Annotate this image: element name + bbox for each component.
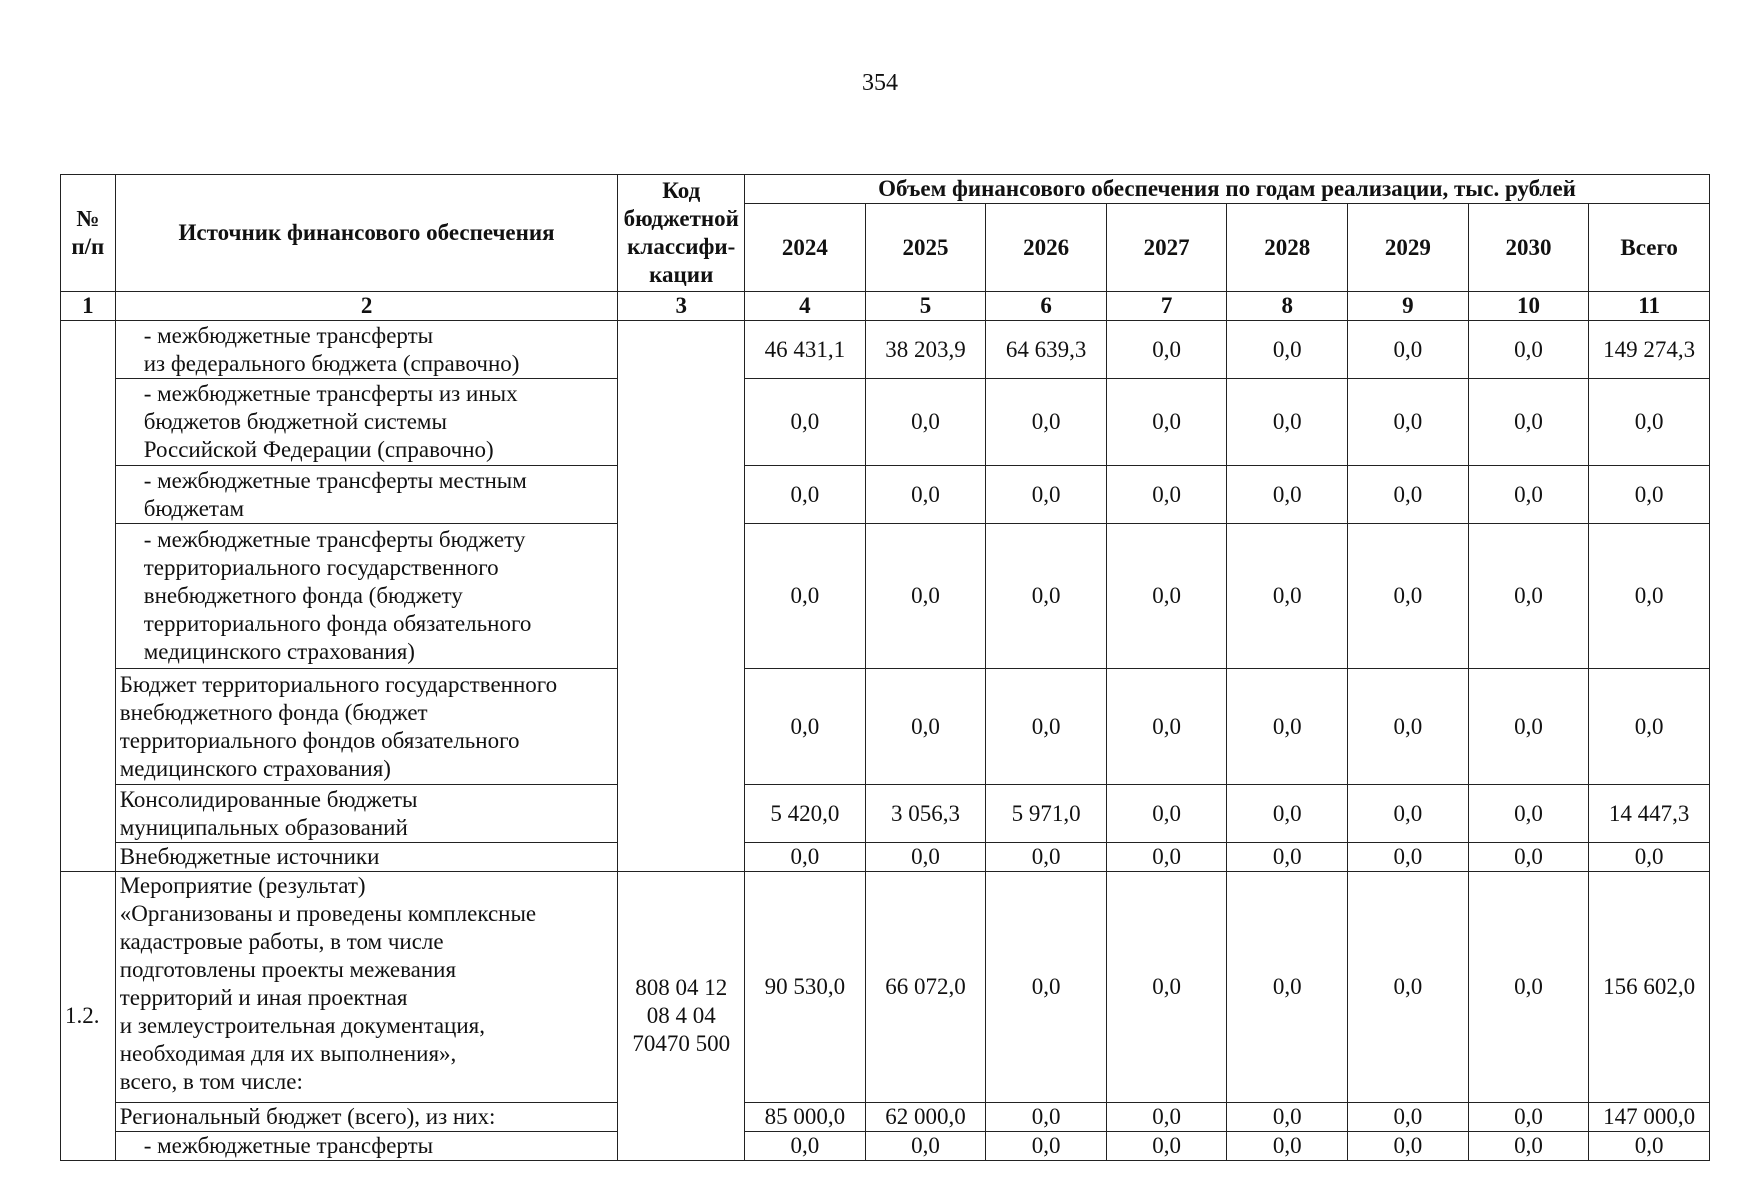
value-cell: 0,0 xyxy=(865,379,986,466)
total-cell: 149 274,3 xyxy=(1589,321,1710,379)
value-cell: 0,0 xyxy=(986,1132,1107,1161)
value-cell: 0,0 xyxy=(1227,466,1348,524)
value-cell: 0,0 xyxy=(986,872,1107,1103)
value-cell: 0,0 xyxy=(986,524,1107,669)
value-cell: 0,0 xyxy=(1106,843,1227,872)
value-cell: 0,0 xyxy=(1106,1103,1227,1132)
column-number: 8 xyxy=(1227,292,1348,321)
value-cell: 0,0 xyxy=(745,843,866,872)
table-row xyxy=(61,321,1710,379)
header-year: 2026 xyxy=(986,204,1107,292)
value-cell: 38 203,9 xyxy=(865,321,986,379)
header-year: 2027 xyxy=(1106,204,1227,292)
value-cell: 0,0 xyxy=(1468,321,1589,379)
header-total: Всего xyxy=(1589,204,1710,292)
header-index: № п/п xyxy=(61,175,116,292)
value-cell: 0,0 xyxy=(1106,1132,1227,1161)
index-cell-empty xyxy=(61,321,116,872)
value-cell: 0,0 xyxy=(865,466,986,524)
source-cell: Мероприятие (результат) «Организованы и проведены комплексные кадастровые работы, в том числе подготовлены проекты межевания территорий и иная проектная и землеустроительная документация, необходимая для их выполнения», всего, в том числе: xyxy=(115,872,618,1103)
value-cell: 3 056,3 xyxy=(865,785,986,843)
value-cell: 0,0 xyxy=(1227,524,1348,669)
column-number: 2 xyxy=(115,292,618,321)
source-cell: - межбюджетные трансферты из иных бюджетов бюджетной системы Российской Федерации (справочно) xyxy=(115,379,618,466)
value-cell: 0,0 xyxy=(1468,872,1589,1103)
code-cell: 808 04 12 08 4 04 70470 500 xyxy=(618,872,745,1161)
column-number: 1 xyxy=(61,292,116,321)
value-cell: 46 431,1 xyxy=(745,321,866,379)
value-cell: 0,0 xyxy=(1106,524,1227,669)
value-cell: 0,0 xyxy=(1468,466,1589,524)
column-number: 4 xyxy=(745,292,866,321)
value-cell: 0,0 xyxy=(1468,524,1589,669)
value-cell: 0,0 xyxy=(1227,872,1348,1103)
value-cell: 0,0 xyxy=(1227,379,1348,466)
value-cell: 0,0 xyxy=(1227,843,1348,872)
value-cell: 5 420,0 xyxy=(745,785,866,843)
value-cell: 0,0 xyxy=(865,1132,986,1161)
value-cell: 0,0 xyxy=(986,379,1107,466)
table-row xyxy=(61,524,1710,669)
source-cell: Консолидированные бюджеты муниципальных образований xyxy=(115,785,618,843)
value-cell: 0,0 xyxy=(1468,785,1589,843)
total-cell: 156 602,0 xyxy=(1589,872,1710,1103)
source-cell: - межбюджетные трансферты xyxy=(115,1132,618,1161)
value-cell: 0,0 xyxy=(1106,785,1227,843)
value-cell: 0,0 xyxy=(1106,379,1227,466)
value-cell: 0,0 xyxy=(1348,379,1469,466)
column-number: 7 xyxy=(1106,292,1227,321)
value-cell: 0,0 xyxy=(745,466,866,524)
financing-table xyxy=(60,174,1710,1161)
header-year: 2024 xyxy=(745,204,866,292)
value-cell: 0,0 xyxy=(1348,1132,1469,1161)
table-row xyxy=(61,843,1710,872)
value-cell: 0,0 xyxy=(745,524,866,669)
total-cell: 0,0 xyxy=(1589,524,1710,669)
value-cell: 0,0 xyxy=(1348,1103,1469,1132)
value-cell: 0,0 xyxy=(865,843,986,872)
value-cell: 0,0 xyxy=(865,524,986,669)
table-row xyxy=(61,1132,1710,1161)
value-cell: 0,0 xyxy=(1348,466,1469,524)
column-number: 6 xyxy=(986,292,1107,321)
source-cell: - межбюджетные трансферты бюджету территориального государственного внебюджетного фонда (бюджету территориального фонда обязательного медицинского страхования) xyxy=(115,524,618,669)
column-number: 10 xyxy=(1468,292,1589,321)
value-cell: 0,0 xyxy=(1348,524,1469,669)
value-cell: 0,0 xyxy=(1348,785,1469,843)
value-cell: 0,0 xyxy=(1106,872,1227,1103)
page-number: 354 xyxy=(862,70,898,96)
value-cell: 0,0 xyxy=(986,669,1107,785)
total-cell: 0,0 xyxy=(1589,466,1710,524)
value-cell: 0,0 xyxy=(1106,466,1227,524)
source-cell: - межбюджетные трансферты из федерального бюджета (справочно) xyxy=(115,321,618,379)
value-cell: 0,0 xyxy=(986,466,1107,524)
column-number: 11 xyxy=(1589,292,1710,321)
value-cell: 0,0 xyxy=(1348,321,1469,379)
table-row xyxy=(61,669,1710,785)
value-cell: 0,0 xyxy=(1348,843,1469,872)
value-cell: 0,0 xyxy=(1468,379,1589,466)
header-source: Источник финансового обеспечения xyxy=(115,175,618,292)
value-cell: 90 530,0 xyxy=(745,872,866,1103)
source-cell: Внебюджетные источники xyxy=(115,843,618,872)
value-cell: 0,0 xyxy=(1227,1103,1348,1132)
table-row xyxy=(61,785,1710,843)
value-cell: 0,0 xyxy=(745,669,866,785)
table-row xyxy=(61,1103,1710,1132)
header-year: 2029 xyxy=(1348,204,1469,292)
header-year: 2030 xyxy=(1468,204,1589,292)
source-cell: - межбюджетные трансферты местным бюджетам xyxy=(115,466,618,524)
table-row xyxy=(61,466,1710,524)
total-cell: 0,0 xyxy=(1589,669,1710,785)
index-cell: 1.2. xyxy=(61,872,116,1161)
value-cell: 0,0 xyxy=(1227,321,1348,379)
table-row xyxy=(61,872,1710,1103)
code-cell-empty xyxy=(618,321,745,872)
header-year: 2028 xyxy=(1227,204,1348,292)
source-cell: Бюджет территориального государственного внебюджетного фонда (бюджет территориального фондов обязательного медицинского страхования) xyxy=(115,669,618,785)
value-cell: 0,0 xyxy=(1227,669,1348,785)
value-cell: 0,0 xyxy=(1468,1132,1589,1161)
value-cell: 0,0 xyxy=(1106,321,1227,379)
value-cell: 5 971,0 xyxy=(986,785,1107,843)
value-cell: 62 000,0 xyxy=(865,1103,986,1132)
header-year: 2025 xyxy=(865,204,986,292)
value-cell: 0,0 xyxy=(986,1103,1107,1132)
value-cell: 0,0 xyxy=(1227,785,1348,843)
value-cell: 0,0 xyxy=(986,843,1107,872)
value-cell: 0,0 xyxy=(1468,843,1589,872)
table-row xyxy=(61,379,1710,466)
total-cell: 147 000,0 xyxy=(1589,1103,1710,1132)
value-cell: 0,0 xyxy=(1468,1103,1589,1132)
total-cell: 0,0 xyxy=(1589,379,1710,466)
value-cell: 0,0 xyxy=(1348,872,1469,1103)
column-number: 5 xyxy=(865,292,986,321)
value-cell: 0,0 xyxy=(745,1132,866,1161)
source-cell: Региональный бюджет (всего), из них: xyxy=(115,1103,618,1132)
total-cell: 14 447,3 xyxy=(1589,785,1710,843)
column-number: 3 xyxy=(618,292,745,321)
total-cell: 0,0 xyxy=(1589,843,1710,872)
total-cell: 0,0 xyxy=(1589,1132,1710,1161)
value-cell: 0,0 xyxy=(865,669,986,785)
value-cell: 0,0 xyxy=(1227,1132,1348,1161)
value-cell: 64 639,3 xyxy=(986,321,1107,379)
header-code: Код бюджетной классифи-кации xyxy=(618,175,745,292)
header-volume: Объем финансового обеспечения по годам реализации, тыс. рублей xyxy=(745,175,1710,204)
value-cell: 0,0 xyxy=(1348,669,1469,785)
value-cell: 85 000,0 xyxy=(745,1103,866,1132)
value-cell: 0,0 xyxy=(745,379,866,466)
value-cell: 66 072,0 xyxy=(865,872,986,1103)
column-number: 9 xyxy=(1348,292,1469,321)
value-cell: 0,0 xyxy=(1468,669,1589,785)
value-cell: 0,0 xyxy=(1106,669,1227,785)
